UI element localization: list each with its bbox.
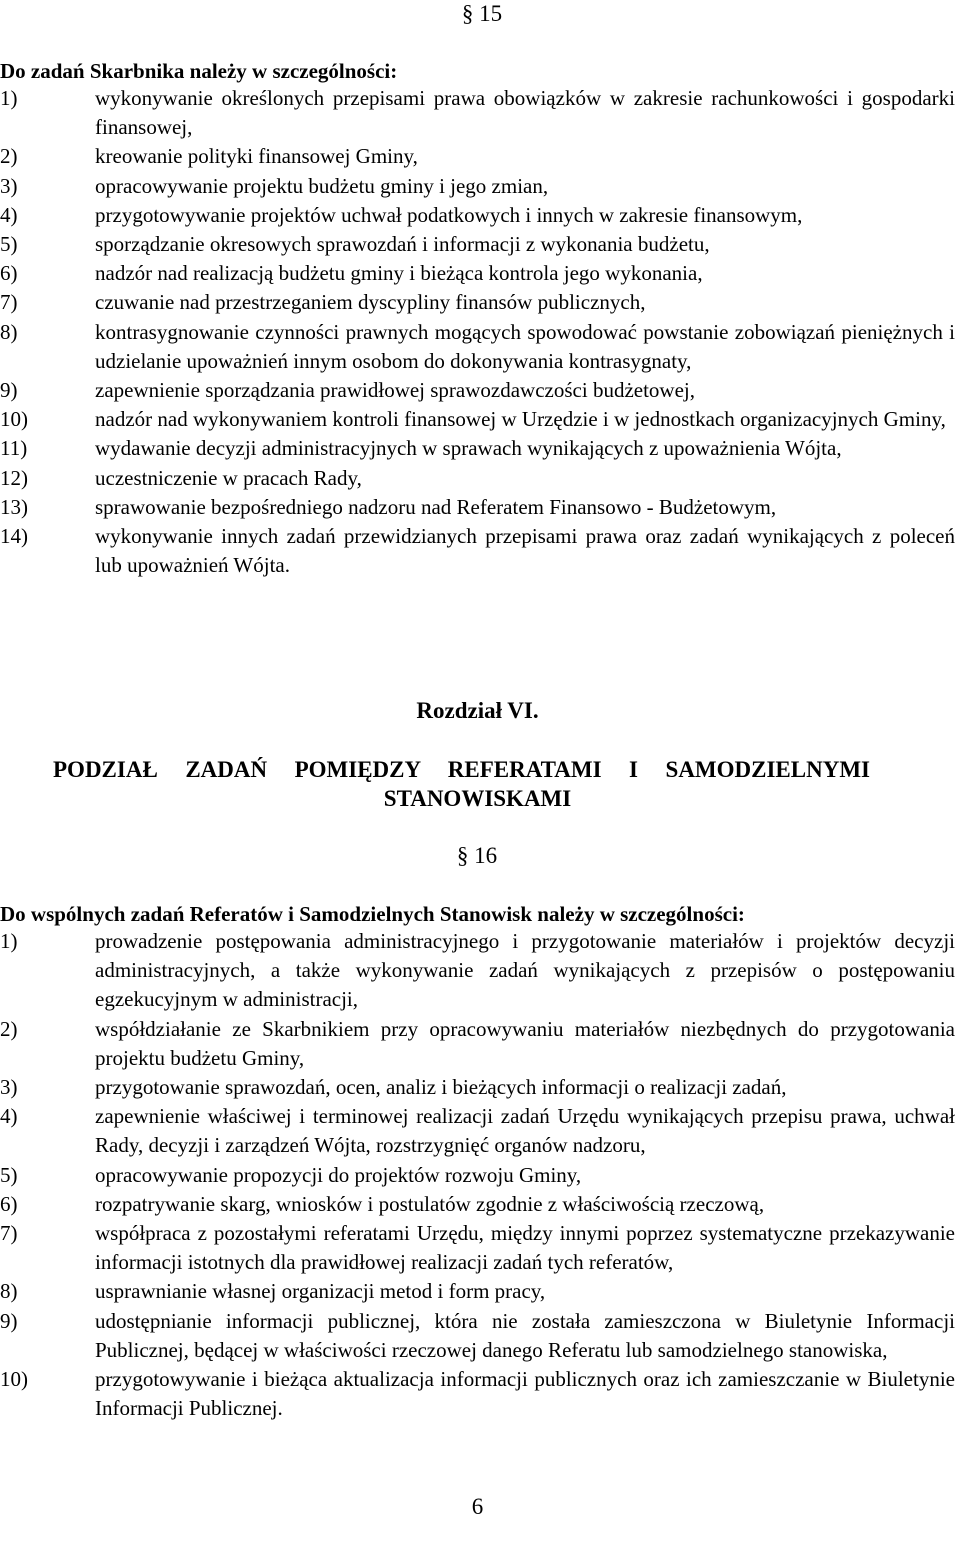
list-item: [0, 172, 955, 201]
list-item-number: 8): [0, 319, 18, 344]
list-item-number: 5): [0, 232, 18, 257]
list-item-number: 2): [0, 144, 18, 169]
list-item-number: 2): [0, 1016, 18, 1041]
list-item-number: 13): [0, 494, 28, 519]
list-item-number: 7): [0, 1221, 18, 1246]
list-item: [0, 259, 955, 288]
list-item: [0, 1219, 955, 1277]
list-item-text: wydawanie decyzji administracyjnych w sprawach wynikających z upoważnienia Wójta,: [95, 436, 842, 461]
list-item: [0, 493, 955, 522]
list-item-number: 4): [0, 1104, 18, 1129]
list-item: [0, 927, 955, 1015]
list-item-text: współdziałanie ze Skarbnikiem przy opracowywaniu materiałów niezbędnych do przygotowania projektu budżetu Gminy,: [95, 1016, 955, 1070]
chapter-title: [0, 755, 955, 813]
list-item-number: 11): [0, 436, 28, 461]
list-item-text: przygotowywanie i bieżąca aktualizacja informacji publicznych oraz ich zamieszczanie w Biuletynie Informacji Publicznej.: [95, 1367, 955, 1421]
list-item-text: zapewnienie sporządzania prawidłowej sprawozdawczości budżetowej,: [95, 378, 695, 403]
list-item-text: prowadzenie postępowania administracyjnego i przygotowanie materiałów i projektów decyzji administracyjnych, a także wykonywanie zadań wynikających z przepisów o postępowaniu egzekucyjnym w administracji,: [95, 929, 955, 1012]
section-16-list: [0, 927, 955, 1423]
list-item-text: sporządzanie okresowych sprawozdań i informacji z wykonania budżetu,: [95, 232, 710, 257]
list-item-number: 10): [0, 1367, 28, 1392]
list-item-text: przygotowywanie projektów uchwał podatkowych i innych w zakresie finansowym,: [95, 202, 803, 227]
section-15-list: [0, 84, 955, 580]
list-item: [0, 1161, 955, 1190]
list-item-text: usprawnianie własnej organizacji metod i form pracy,: [95, 1279, 546, 1304]
list-item: [0, 142, 955, 171]
list-item: [0, 1190, 955, 1219]
chapter-title-line-1: PODZIAŁ ZADAŃ POMIĘDZY REFERATAMI I SAMODZIELNYMI: [53, 757, 870, 782]
list-item-text: uczestniczenie w pracach Rady,: [95, 465, 362, 490]
list-item-number: 6): [0, 1191, 18, 1216]
list-item-text: przygotowanie sprawozdań, ocen, analiz i bieżących informacji o realizacji zadań,: [95, 1075, 787, 1100]
list-item: [0, 84, 955, 142]
page-number: 6: [471, 1494, 484, 1519]
list-item-text: rozpatrywanie skarg, wniosków i postulatów zgodnie z właściwością rzeczową,: [95, 1191, 765, 1216]
list-item: [0, 230, 955, 259]
list-item-number: 1): [0, 86, 18, 110]
list-item-text: kreowanie polityki finansowej Gminy,: [95, 144, 418, 169]
list-item-text: nadzór nad wykonywaniem kontroli finansowej w Urzędzie i w jednostkach organizacyjnych Gminy,: [95, 407, 946, 432]
list-item: [0, 434, 955, 463]
list-item-number: 7): [0, 290, 18, 315]
section-16-mark: § 16: [456, 843, 498, 868]
list-item-number: 6): [0, 261, 18, 286]
list-item: [0, 1102, 955, 1160]
list-item-text: udostępnianie informacji publicznej, która nie została zamieszczona w Biuletynie Informacji Publicznej, będącej w właściwości rzeczowej danego Referatu lub samodzielnego stanowiska,: [95, 1308, 955, 1362]
list-item-text: czuwanie nad przestrzeganiem dyscypliny finansów publicznych,: [95, 290, 646, 315]
list-item: [0, 464, 955, 493]
list-item: [0, 376, 955, 405]
list-item-number: 9): [0, 1308, 18, 1333]
chapter-title-line-2: STANOWISKAMI: [383, 786, 572, 811]
list-item: [0, 318, 955, 376]
list-item-text: opracowywanie projektu budżetu gminy i jego zmian,: [95, 173, 549, 198]
list-item: [0, 1277, 955, 1306]
list-item-text: wykonywanie innych zadań przewidzianych przepisami prawa oraz zadań wynikających z poleceń lub upoważnień Wójta.: [95, 524, 955, 578]
list-item: [0, 1015, 955, 1073]
list-item-text: współpraca z pozostałymi referatami Urzędu, między innymi poprzez systematyczne przekazywanie informacji istotnych dla prawidłowej realizacji zadań tych referatów,: [95, 1221, 955, 1275]
list-item-text: nadzór nad realizacją budżetu gminy i bieżąca kontrola jego wykonania,: [95, 261, 703, 286]
list-item-text: opracowywanie propozycji do projektów rozwoju Gminy,: [95, 1162, 582, 1187]
chapter-label: Rozdział VI.: [416, 698, 539, 723]
list-item: [0, 1073, 955, 1102]
list-item-number: 9): [0, 378, 18, 403]
list-item: [0, 201, 955, 230]
list-item-number: 14): [0, 524, 28, 549]
list-item-number: 8): [0, 1279, 18, 1304]
list-item-number: 4): [0, 202, 18, 227]
section-15-mark: § 15: [461, 1, 503, 26]
list-item-number: 5): [0, 1162, 18, 1187]
list-item-number: 1): [0, 929, 18, 953]
section-16-heading: Do wspólnych zadań Referatów i Samodzielnych Stanowisk należy w szczególności:: [0, 902, 745, 926]
section-15-heading: Do zadań Skarbnika należy w szczególności:: [0, 59, 398, 83]
list-item: [0, 405, 955, 434]
list-item: [0, 522, 955, 580]
list-item-number: 12): [0, 465, 28, 490]
list-item: [0, 288, 955, 317]
list-item-text: wykonywanie określonych przepisami prawa obowiązków w zakresie rachunkowości i gospodarki finansowej,: [95, 86, 955, 140]
list-item-number: 10): [0, 407, 28, 432]
list-item-number: 3): [0, 1075, 18, 1100]
list-item-text: kontrasygnowanie czynności prawnych mogących spowodować powstanie zobowiązań pieniężnych i udzielanie upoważnień innym osobom do dokonywania kontrasygnaty,: [95, 319, 955, 373]
list-item-text: zapewnienie właściwej i terminowej realizacji zadań Urzędu wynikających przepisu prawa, uchwał Rady, decyzji i zarządzeń Wójta, rozstrzygnięć organów nadzoru,: [95, 1104, 955, 1158]
list-item-number: 3): [0, 173, 18, 198]
list-item-text: sprawowanie bezpośredniego nadzoru nad Referatem Finansowo - Budżetowym,: [95, 494, 777, 519]
list-item: [0, 1307, 955, 1365]
list-item: [0, 1365, 955, 1423]
